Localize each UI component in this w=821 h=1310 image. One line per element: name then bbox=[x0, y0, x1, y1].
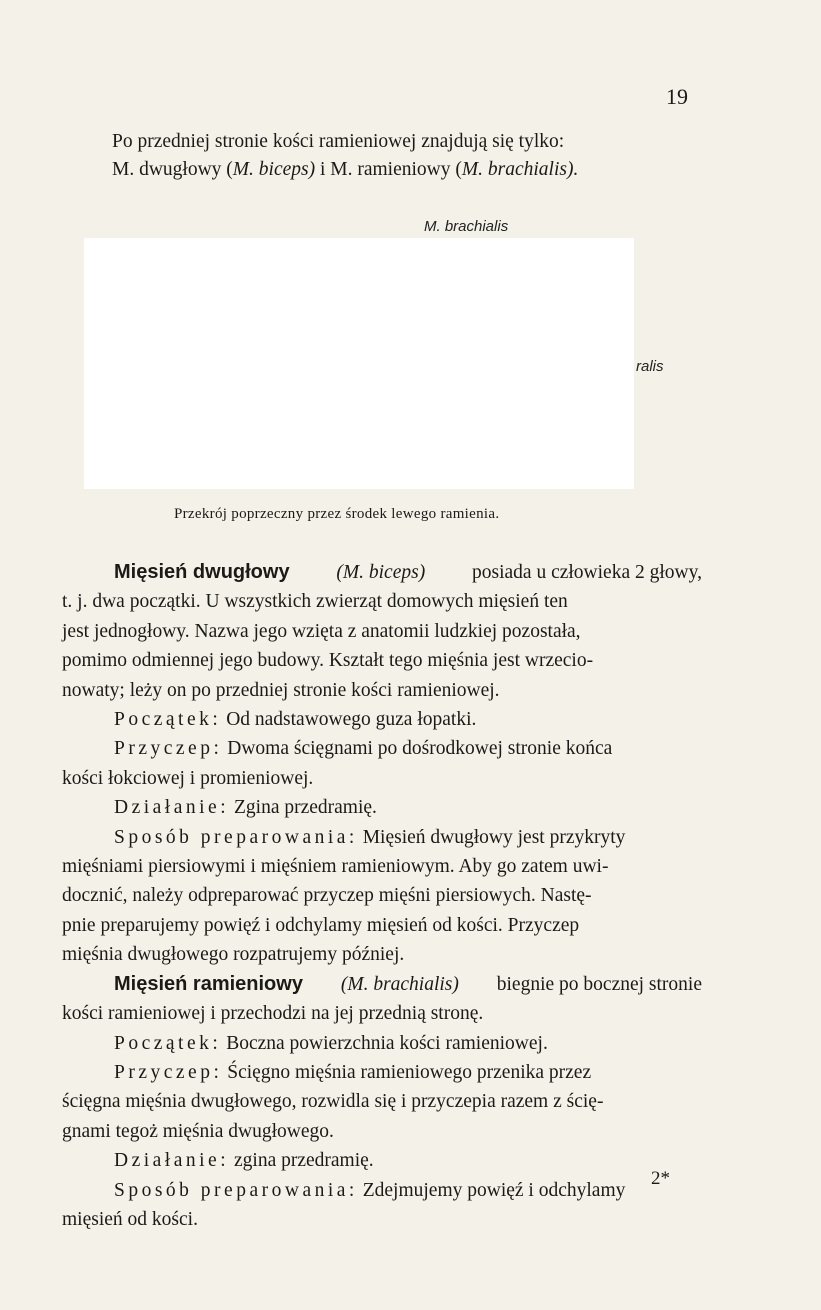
label-przyczep: Przyczep: bbox=[114, 738, 223, 760]
text-line bbox=[62, 1176, 702, 1205]
latin-biceps: (M. biceps) bbox=[336, 562, 426, 583]
intro-line-1: Po przedniej stronie kości ramieniowej znajdują się tylko: bbox=[112, 131, 565, 152]
text-line bbox=[62, 970, 702, 999]
label-sposob: Sposób preparowania: bbox=[114, 826, 358, 848]
figure-label-side: ralis bbox=[636, 358, 664, 375]
text-line bbox=[62, 558, 702, 587]
text-line bbox=[62, 646, 702, 675]
text-line bbox=[62, 676, 702, 705]
text-fragment: Zdejmujemy powięź i odchylamy bbox=[362, 1179, 626, 1201]
text-line bbox=[62, 999, 702, 1028]
text-fragment: jest jednogłowy. Nazwa jego wzięta z anatomii ludzkiej pozostała, bbox=[62, 620, 581, 642]
text-line bbox=[62, 617, 702, 646]
text-fragment: mięśnia dwugłowego rozpatrujemy później. bbox=[62, 944, 405, 966]
label-dzialanie-2: Działanie: bbox=[114, 1150, 230, 1172]
text-line bbox=[62, 587, 702, 616]
text-fragment: mięsień od kości. bbox=[62, 1208, 198, 1230]
label-poczatek: Początek: bbox=[114, 709, 222, 731]
section-heading-biceps: Mięsień dwugłowy bbox=[114, 561, 290, 583]
signature-mark: 2* bbox=[651, 1168, 670, 1189]
text-fragment: t. j. dwa początki. U wszystkich zwierząt domowych mięsień ten bbox=[62, 591, 568, 613]
figure-caption: Przekrój poprzeczny przez środek lewego ramienia. bbox=[174, 506, 500, 522]
label-sposob-2: Sposób preparowania: bbox=[114, 1179, 358, 1201]
text-fragment: Ścięgno mięśnia ramieniowego przenika przez bbox=[227, 1061, 592, 1083]
text-fragment: Boczna powierzchnia kości ramieniowej. bbox=[226, 1032, 548, 1054]
text-line bbox=[62, 911, 702, 940]
text-line bbox=[62, 852, 702, 881]
text-fragment: posiada u człowieka 2 głowy, bbox=[472, 562, 702, 583]
intro-paragraph bbox=[112, 128, 687, 184]
label-przyczep-2: Przyczep: bbox=[114, 1061, 223, 1083]
text-line bbox=[62, 1205, 702, 1234]
text-line bbox=[62, 1058, 702, 1087]
label-poczatek-2: Początek: bbox=[114, 1032, 222, 1054]
text-fragment: zgina przedramię. bbox=[234, 1150, 374, 1172]
text-fragment: pomimo odmiennej jego budowy. Kształt tego mięśnia jest wrzecio- bbox=[62, 650, 594, 672]
text-fragment: ścięgna mięśnia dwugłowego, rozwidla się i przyczepia razem z ścię- bbox=[62, 1091, 604, 1113]
text-line bbox=[62, 1117, 702, 1146]
text-fragment: Dwoma ścięgnami po dośrodkowej stronie końca bbox=[227, 738, 613, 760]
text-line bbox=[62, 1146, 702, 1175]
text-fragment: pnie preparujemy powięź i odchylamy mięsień od kości. Przyczep bbox=[62, 914, 580, 936]
label-dzialanie: Działanie: bbox=[114, 797, 230, 819]
text-line bbox=[62, 793, 702, 822]
text-fragment: Od nadstawowego guza łopatki. bbox=[226, 709, 477, 731]
intro-line-2 bbox=[112, 156, 687, 184]
text-fragment: docznić, należy odpreparować przyczep mięśni piersiowych. Nastę- bbox=[62, 885, 592, 907]
text-line bbox=[62, 705, 702, 734]
text-fragment: kości ramieniowej i przechodzi na jej przednią stronę. bbox=[62, 1003, 484, 1025]
text-fragment: biegnie po bocznej stronie bbox=[496, 973, 702, 995]
text-line bbox=[62, 764, 702, 793]
intro-latin-brachialis: M. brachialis). bbox=[461, 159, 579, 180]
text-fragment: kości łokciowej i promieniowej. bbox=[62, 767, 314, 789]
latin-brachialis: (M. brachialis) bbox=[340, 973, 459, 995]
figure-image bbox=[84, 238, 634, 489]
text-line bbox=[62, 1087, 702, 1116]
text-fragment: gnami tegoż mięśnia dwugłowego. bbox=[62, 1120, 334, 1142]
intro-text-c: i M. ramieniowy ( bbox=[315, 159, 462, 180]
text-fragment: Zgina przedramię. bbox=[234, 797, 377, 819]
text-line bbox=[62, 881, 702, 910]
text-line bbox=[62, 734, 702, 763]
intro-text-a: M. dwugłowy ( bbox=[112, 159, 233, 180]
figure-label-top: M. brachialis bbox=[424, 218, 509, 235]
text-line bbox=[62, 940, 702, 969]
text-fragment: nowaty; leży on po przedniej stronie kości ramieniowej. bbox=[62, 679, 500, 701]
body-text bbox=[62, 558, 702, 1234]
text-fragment: mięśniami piersiowymi i mięśniem ramieniowym. Aby go zatem uwi- bbox=[62, 856, 609, 878]
text-fragment: Mięsień dwugłowy jest przykryty bbox=[362, 826, 626, 848]
intro-latin-biceps: M. biceps) bbox=[232, 159, 316, 180]
text-line bbox=[62, 823, 702, 852]
page-number: 19 bbox=[666, 84, 688, 109]
text-line bbox=[62, 1029, 702, 1058]
section-heading-brachialis: Mięsień ramieniowy bbox=[114, 972, 303, 995]
